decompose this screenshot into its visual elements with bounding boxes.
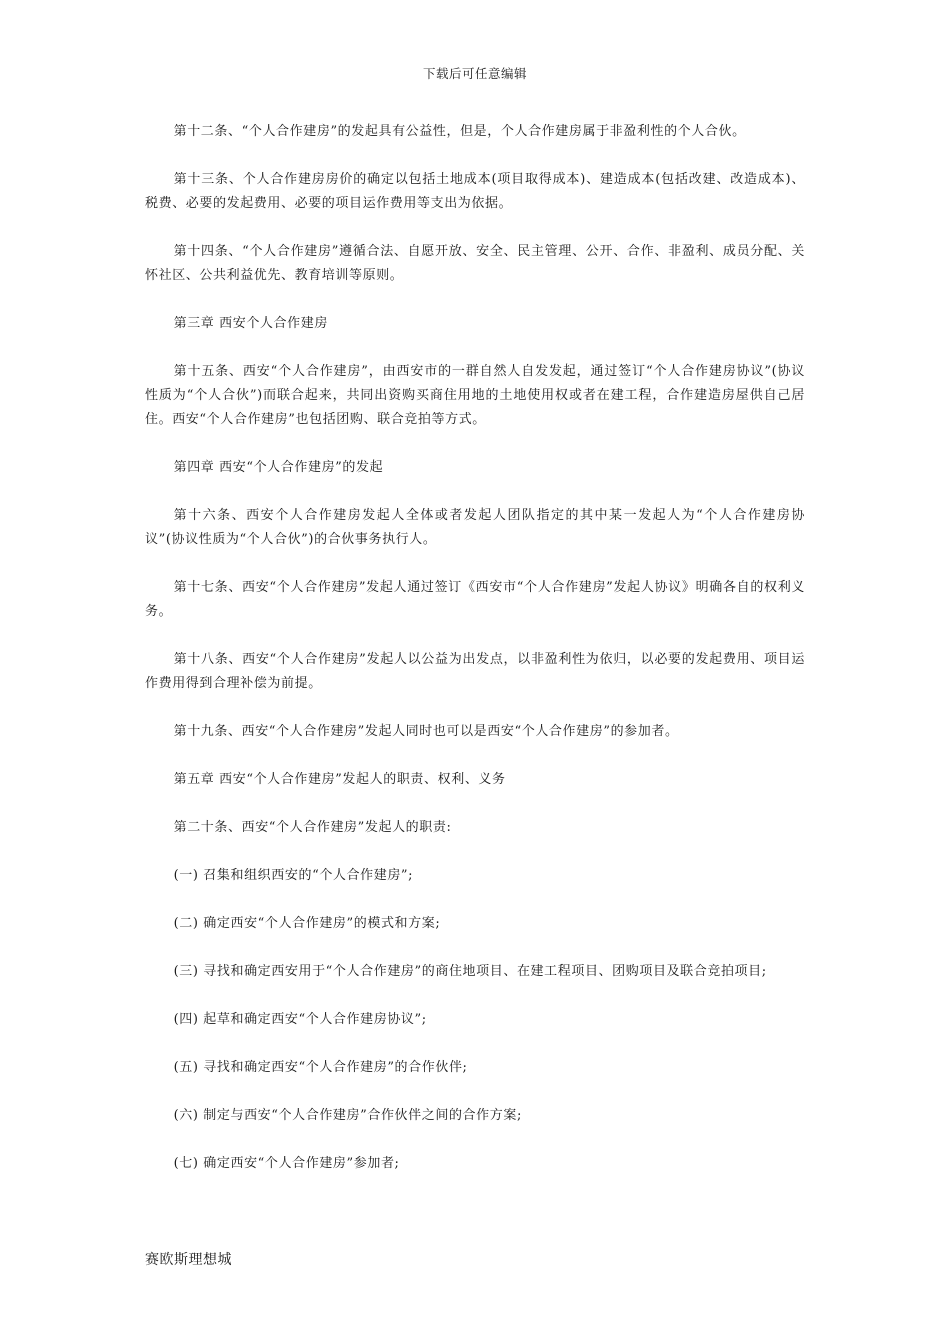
paragraph: 第十三条、个人合作建房房价的确定以包括土地成本(项目取得成本)、建造成本(包括改建、改造成本)、税费、必要的发起费用、必要的项目运作费用等支出为依据。 [145,172,805,211]
page-footer: 赛欧斯理想城 [145,1252,232,1268]
list-item: (五) 寻找和确定西安“个人合作建房”的合作伙伴; [173,1060,468,1075]
page-header: 下载后可任意编辑 [422,66,527,81]
paragraph: 第十七条、西安“个人合作建房”发起人通过签订《西安市“个人合作建房”发起人协议》明确各自的权利义务。 [145,580,805,619]
list-item: (一) 召集和组织西安的“个人合作建房”; [173,868,414,883]
paragraph: 第十六条、西安个人合作建房发起人全体或者发起人团队指定的其中某一发起人为“个人合作建房协议”(协议性质为“个人合伙”)的合伙事务执行人。 [145,508,805,547]
chapter-heading: 第四章 西安“个人合作建房”的发起 [173,460,384,475]
paragraph: 第二十条、西安“个人合作建房”发起人的职责: [173,820,452,835]
paragraph: 第十九条、西安“个人合作建房”发起人同时也可以是西安“个人合作建房”的参加者。 [173,724,679,739]
list-item: (二) 确定西安“个人合作建房”的模式和方案; [173,916,441,931]
paragraph: 第十四条、“个人合作建房”遵循合法、自愿开放、安全、民主管理、公开、合作、非盈利、成员分配、关怀社区、公共利益优先、教育培训等原则。 [145,244,805,283]
list-item: (六) 制定与西安“个人合作建房”合作伙伴之间的合作方案; [173,1108,522,1123]
chapter-heading: 第五章 西安“个人合作建房”发起人的职责、权利、义务 [173,772,506,787]
list-item: (三) 寻找和确定西安用于“个人合作建房”的商住地项目、在建工程项目、团购项目及联合竞拍项目; [173,964,767,979]
paragraph: 第十八条、西安“个人合作建房”发起人以公益为出发点，以非盈利性为依归，以必要的发起费用、项目运作费用得到合理补偿为前提。 [145,652,805,691]
chapter-heading: 第三章 西安个人合作建房 [173,316,328,331]
document-body [145,120,805,1200]
paragraph: 第十五条、西安“个人合作建房”，由西安市的一群自然人自发发起，通过签订“个人合作建房协议”(协议性质为“个人合伙”)而联合起来，共同出资购买商住用地的土地使用权或者在建工程，合作建造房屋供自己居住。西安“个人合作建房”也包括团购、联合竞拍等方式。 [145,364,805,427]
list-item: (四) 起草和确定西安“个人合作建房协议”; [173,1012,427,1027]
list-item: (七) 确定西安“个人合作建房”参加者; [173,1156,400,1171]
paragraph: 第十二条、“个人合作建房”的发起具有公益性，但是，个人合作建房属于非盈利性的个人合伙。 [173,124,746,139]
